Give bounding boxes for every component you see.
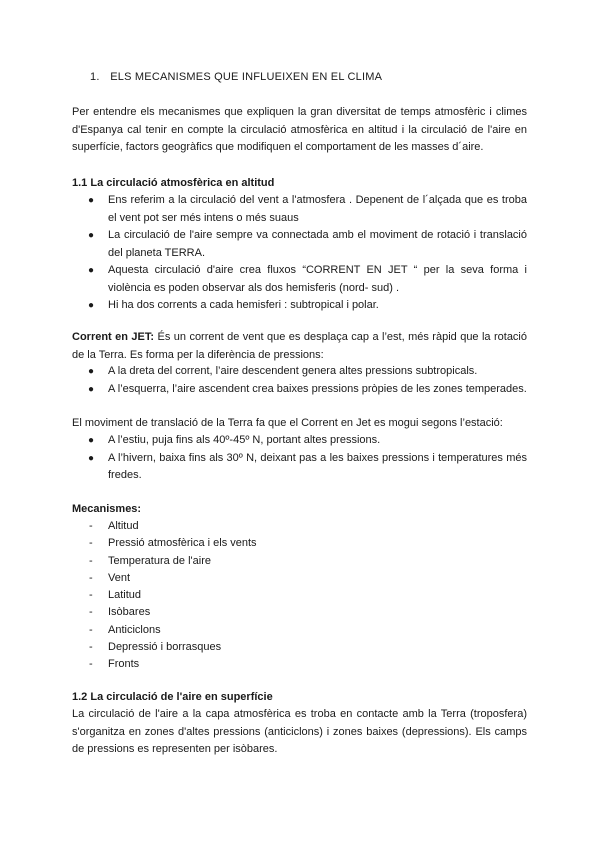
jet-term: Corrent en JET: (72, 331, 155, 343)
section2-title: 1.2 La circulació de l'aire en superfície (72, 691, 273, 703)
intro-paragraph: Per entendre els mecanismes que expliquen la gran diversitat de temps atmosfèric i climes d'Espanya cal tenir en compte la circulació atmosfèrica en altitud i la circulació de l'aire en superfície, factors geogràfics que modifiquen el comportament de les masses d´aire. (72, 106, 527, 153)
bullet-icon: ● (88, 195, 95, 206)
list-item: - Vent (89, 571, 131, 584)
list-item: - Pressió atmosfèrica i els vents (89, 537, 257, 550)
heading-text: ELS MECANISMES QUE INFLUEIXEN EN EL CLIMA (110, 71, 383, 83)
bullet-icon: ● (88, 300, 95, 311)
section1-title: 1.1 La circulació atmosfèrica en altitud (72, 177, 275, 189)
section2-paragraph: La circulació de l'aire a la capa atmosfèrica es troba en contacte amb la Terra (troposfera) s'organitza en zones d'altes pressions (anticiclons) i zones baixes (depressions). Els camps de pressions es representen per isòbares. (72, 708, 527, 755)
list-item: ● A l’esquerra, l’aire ascendent crea baixes pressions pròpies de les zones temperades. (72, 381, 527, 399)
list-item: ● Hi ha dos corrents a cada hemisferi : subtropical i polar. (72, 297, 527, 315)
list-item: - Temperatura de l'aire (89, 554, 211, 567)
list-item: - Depressió i borrasques (89, 641, 222, 654)
list-item: - Anticiclons (89, 623, 161, 636)
jet-bullet-list (72, 363, 527, 398)
bullet-icon: ● (88, 435, 95, 446)
bullet-icon: ● (88, 452, 95, 464)
jet-text: És un corrent de vent que es desplaça cap a l’est, més ràpid que la rotació de la Terra. Es forma per la diferència de pressions: (72, 331, 527, 361)
mecanismes-title: Mecanismes: (72, 503, 142, 515)
bullet-icon: ● (88, 265, 95, 276)
section1-bullet-list (72, 192, 527, 315)
bullet-icon: ● (88, 230, 95, 241)
list-item: - Altitud (89, 520, 139, 532)
jet-paragraph (72, 329, 527, 364)
heading-number: 1. (90, 71, 100, 83)
list-item: ● Aquesta circulació d'aire crea fluxos “CORRENT EN JET “ per la seva forma i violència es poden observar als dos hemisferis (nord- sud) . (88, 264, 527, 294)
bullet-icon: ● (88, 383, 95, 395)
list-item: - Latitud (89, 589, 142, 602)
list-item: ● Ens referim a la circulació del vent a l'atmosfera . Depenent de l´alçada que es troba el vent pot ser més intens o més suaus (88, 194, 527, 224)
list-item: ● La circulació de l'aire sempre va connectada amb el moviment de rotació i translació del planeta TERRA. (88, 229, 527, 259)
main-heading (90, 69, 382, 86)
mecanismes-list (72, 518, 527, 674)
list-item: - Isòbares (89, 606, 151, 619)
moviment-paragraph: El moviment de translació de la Terra fa que el Corrent en Jet es mogui segons l’estació: (72, 417, 503, 429)
season-bullet-list (72, 432, 527, 485)
list-item: ● A l’estiu, puja fins als 40º-45º N, portant altes pressions. (72, 432, 527, 450)
list-item: - Fronts (89, 658, 140, 671)
bullet-icon: ● (88, 366, 95, 377)
list-item: ● A l’hivern, baixa fins als 30º N, deixant pas a les baixes pressions i temperatures més fredes. (88, 451, 527, 481)
list-item: ● A la dreta del corrent, l’aire descendent genera altes pressions subtropicals. (72, 363, 527, 381)
